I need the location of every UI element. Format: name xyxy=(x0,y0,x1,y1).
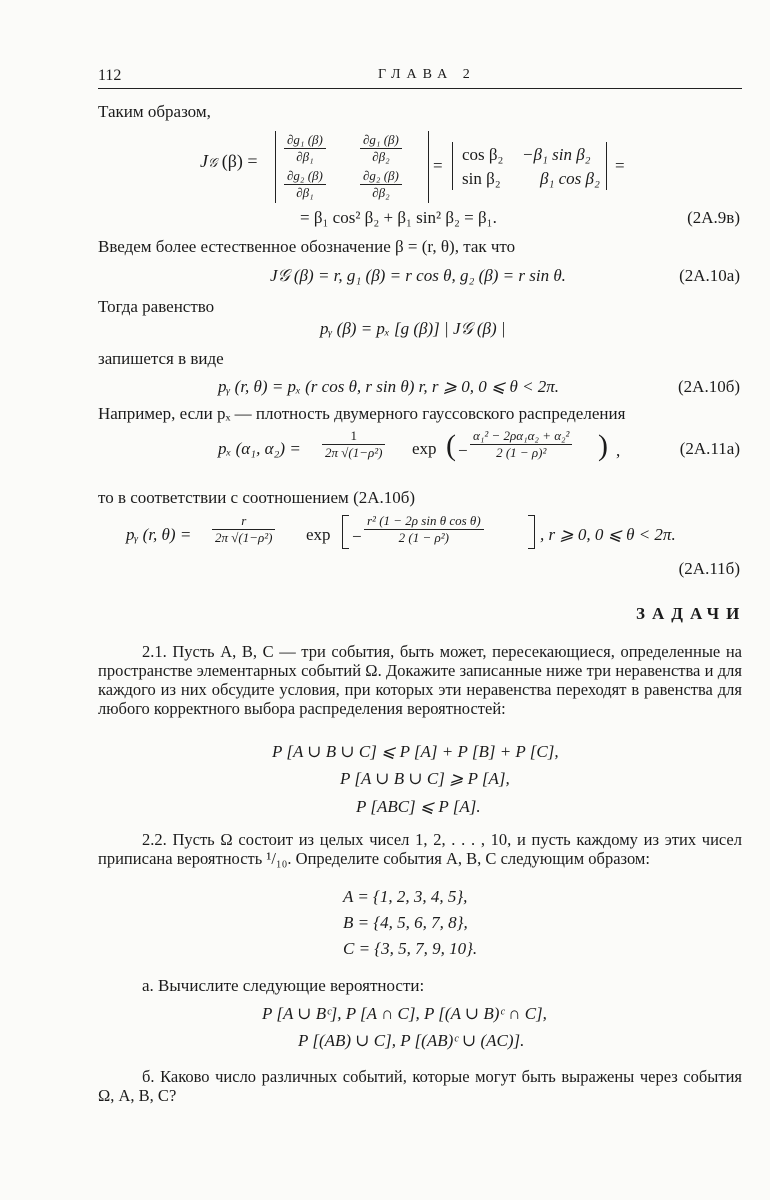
eq-2A11b-exp: exp xyxy=(306,525,331,544)
det-cell-22: β₁ cos β₂ xyxy=(540,169,600,188)
det-bar-left-1 xyxy=(275,131,276,203)
eq-2A11b-lhs: pᵧ (r, θ) = xyxy=(126,525,192,544)
problem-2-1-text: 2.1. Пусть A, B, C — три события, быть может, пересекающиеся, определенные на пространстве элементарных событий Ω. Докажите записанные ниже три неравенства и для каждого из них обсудите условия, при которых эти неравенства переходят в равенства для любого корректного выбора распределения вероятностей: xyxy=(98,642,742,718)
eq-label-2A10b: (2А.10б) xyxy=(678,377,740,396)
eq-2A11b-bracket-open xyxy=(342,515,349,549)
jacobian-lhs: J𝒢 (β) = xyxy=(200,151,258,171)
eq-2A11a-paren-open: ( xyxy=(446,429,456,462)
eq-2A11b-bracket-close xyxy=(528,515,535,549)
eq-2A10a: J𝒢 (β) = r, g₁ (β) = r cos θ, g₂ (β) = r sin θ. xyxy=(270,266,566,285)
eq-2A11b-inner-fraction: $\frac{\text{r² (1 − 2ρ sin θ cos θ)}}{\text{2 (1 − ρ²)}}$ xyxy=(364,513,484,546)
probabilities-line-2: P [(AB) ∪ C], P [(AB)ᶜ ∪ (AC)]. xyxy=(298,1031,525,1050)
eq-2A11a-minus: − xyxy=(458,441,468,460)
inequality-1: P [A ∪ B ∪ C] ⩽ P [A] + P [B] + P [C], xyxy=(272,742,559,761)
eq-2A11a-comma: , xyxy=(616,441,621,460)
intro-text: Таким образом, xyxy=(98,102,211,121)
det-cell-11: cos β₂ xyxy=(462,145,504,164)
det-bar-right-2 xyxy=(606,142,607,190)
eq-py-relation: pᵧ (β) = pₓ [g (β)] | J𝒢 (β) | xyxy=(320,319,506,338)
example-text: Например, если pₓ — плотность двумерного гауссовского распределения xyxy=(98,404,626,423)
equals-1: = xyxy=(433,156,443,175)
notation-text: Введем более естественное обозначение β = (r, θ), так что xyxy=(98,237,516,256)
eq-2A11a-fraction: $\frac{1}{\text{2π √(1−ρ²)}}$ xyxy=(322,428,385,461)
eq-2A11b-minus: − xyxy=(352,527,362,546)
jacobian-result: = β₁ cos² β₂ + β₁ sin² β₂ = β₁. xyxy=(300,208,497,227)
eq-2A11b-fraction: $\frac{r}{\text{2π √(1−ρ²)}}$ xyxy=(212,513,275,546)
accordance-text: то в соответствии с соотношением (2А.10б) xyxy=(98,488,416,507)
det-bar-left-2 xyxy=(452,142,453,190)
eq-2A10b: pᵧ (r, θ) = pₓ (r cos θ, r sin θ) r, r ⩾ 0, 0 ⩽ θ < 2π. xyxy=(218,377,560,396)
set-A: A = {1, 2, 3, 4, 5}, xyxy=(343,887,468,906)
det-cell-12: −β₁ sin β₂ xyxy=(522,145,591,164)
det-cell-21: sin β₂ xyxy=(462,169,501,188)
partial-21: $\frac{\text{∂g₂ (β)}}{\text{∂β₁}}$ xyxy=(284,168,326,201)
eq-label-2A11a: (2А.11а) xyxy=(679,439,740,458)
eq-label-2A10a: (2А.10а) xyxy=(679,266,740,285)
det-bar-right-1 xyxy=(428,131,429,203)
part-a-text: а. Вычислите следующие вероятности: xyxy=(142,976,425,995)
eq-label-2A9v: (2А.9в) xyxy=(687,208,740,227)
set-C: C = {3, 5, 7, 9, 10}. xyxy=(343,939,478,958)
problem-2-2-text: 2.2. Пусть Ω состоит из целых чисел 1, 2, . . . , 10, и пусть каждому из этих чисел приписана вероятность ¹/₁₀. Определите события A, B, C следующим образом: xyxy=(98,830,742,868)
partial-12: $\frac{\text{∂g₁ (β)}}{\text{∂β₂}}$ xyxy=(360,132,402,165)
header-rule xyxy=(98,88,742,89)
eq-2A11b-tail: , r ⩾ 0, 0 ⩽ θ < 2π. xyxy=(540,525,676,544)
then-text: Тогда равенство xyxy=(98,297,215,316)
partial-22: $\frac{\text{∂g₂ (β)}}{\text{∂β₂}}$ xyxy=(360,168,402,201)
partial-11: $\frac{\text{∂g₁ (β)}}{\text{∂β₁}}$ xyxy=(284,132,326,165)
set-B: B = {4, 5, 6, 7, 8}, xyxy=(343,913,468,932)
inequality-3: P [ABC] ⩽ P [A]. xyxy=(356,797,481,816)
chapter-header: ГЛАВА 2 xyxy=(378,67,476,82)
written-text: запишется в виде xyxy=(98,349,224,368)
inequality-2: P [A ∪ B ∪ C] ⩾ P [A], xyxy=(340,769,510,788)
eq-2A11a-exp: exp xyxy=(412,439,437,458)
eq-2A11a-inner-fraction: $\frac{\text{α₁² − 2ρα₁α₂ + α₂²}}{\text{2 (1 − ρ)²}}$ xyxy=(470,428,572,461)
part-b-text: б. Каково число различных событий, которые могут быть выражены через события Ω, A, B, C? xyxy=(98,1067,742,1105)
eq-2A11a-paren-close: ) xyxy=(598,429,608,462)
eq-2A11a-lhs: pₓ (α₁, α₂) = xyxy=(218,439,301,458)
page-number: 112 xyxy=(98,67,122,84)
probabilities-line-1: P [A ∪ Bᶜ], P [A ∩ C], P [(A ∪ B)ᶜ ∩ C], xyxy=(262,1004,547,1023)
equals-2: = xyxy=(615,156,625,175)
eq-label-2A11b: (2А.11б) xyxy=(678,559,740,578)
section-title: ЗАДАЧИ xyxy=(636,604,747,623)
